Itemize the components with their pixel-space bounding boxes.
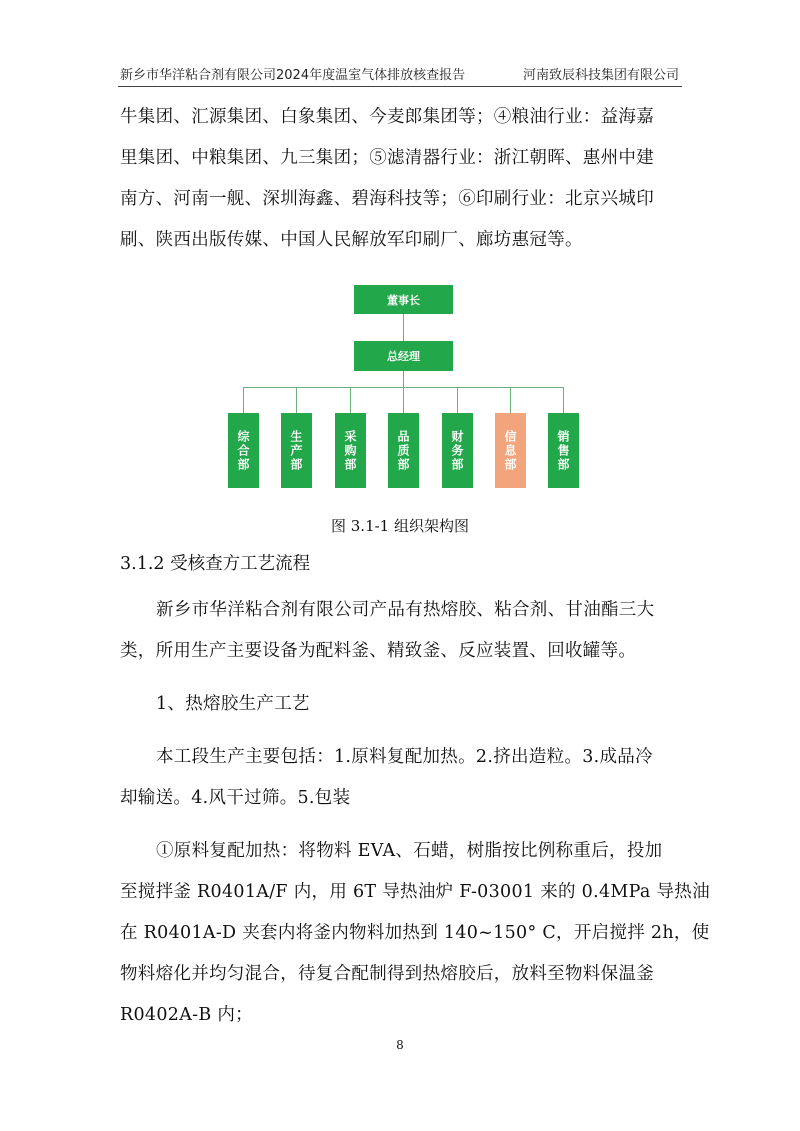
text-line: 新乡市华洋粘合剂有限公司产品有热熔胶、粘合剂、甘油酯三大 [156,600,655,620]
section-title: 3.1.2 受核查方工艺流程 [120,554,311,574]
org-connector [563,387,564,413]
org-connector [457,387,458,413]
org-connector [350,387,351,413]
org-connector [403,314,404,341]
text-line: 牛集团、汇源集团、白象集团、今麦郎集团等；④粮油行业：益海嘉 [120,107,654,127]
text-line: R0402A-B 内； [120,1005,253,1025]
org-connector [403,371,404,388]
page-header-left: 新乡市华洋粘合剂有限公司2024年度温室气体排放核查报告 [120,68,466,83]
header-rule [118,86,682,87]
org-box-chairman: 董事长 [354,285,453,314]
org-connector [243,387,564,388]
intro-paragraph [120,97,685,261]
page-header-right: 河南致辰科技集团有限公司 [522,68,679,83]
text-line: 却输送。4.风干过筛。5.包装 [120,788,351,808]
text-line: ①原料复配加热：将物料 EVA、石蜡，树脂按比例称重后，投加 [156,841,663,861]
org-box-quality-dept: 品质部 [388,413,419,488]
text-line: 物料熔化并均匀混合，待复合配制得到热熔胶后，放料至物料保温釜 [120,964,654,984]
org-connector [243,387,244,413]
text-line: 本工段生产主要包括：1.原料复配加热。2.挤出造粒。3.成品冷 [156,747,653,767]
text-line: 至搅拌釜 R0401A/F 内，用 6T 导热油炉 F-03001 来的 0.4MPa 导热油 [120,882,710,902]
subsection-heading: 1、热熔胶生产工艺 [156,694,310,714]
figure-caption: 图 3.1-1 组织架构图 [330,517,469,535]
org-box-sales-dept: 销售部 [548,413,579,488]
org-connector [510,387,511,413]
text-line: 在 R0401A-D 夹套内将釜内物料加热到 140~150° C，开启搅拌 2h，使 [120,923,710,943]
org-box-general-manager: 总经理 [354,341,453,371]
page-number: 8 [396,1038,404,1052]
body-content [120,590,710,1036]
org-box-finance-dept: 财务部 [442,413,473,488]
text-line: 南方、河南一舰、深圳海鑫、碧海科技等；⑥印刷行业：北京兴城印 [120,189,654,209]
org-connector [403,387,404,413]
org-box-purchasing-dept: 采购部 [335,413,366,488]
text-line: 类，所用生产主要设备为配料釜、精致釜、反应装置、回收罐等。 [120,641,637,661]
text-line: 刷、陕西出版传媒、中国人民解放军印刷厂、廊坊惠冠等。 [120,230,583,250]
org-box-production-dept: 生产部 [281,413,312,488]
text-line: 里集团、中粮集团、九三集团；⑤滤清器行业：浙江朝晖、惠州中建 [120,148,654,168]
org-box-general-dept: 综合部 [228,413,259,488]
org-connector [296,387,297,413]
org-box-information-dept: 信息部 [495,413,526,488]
